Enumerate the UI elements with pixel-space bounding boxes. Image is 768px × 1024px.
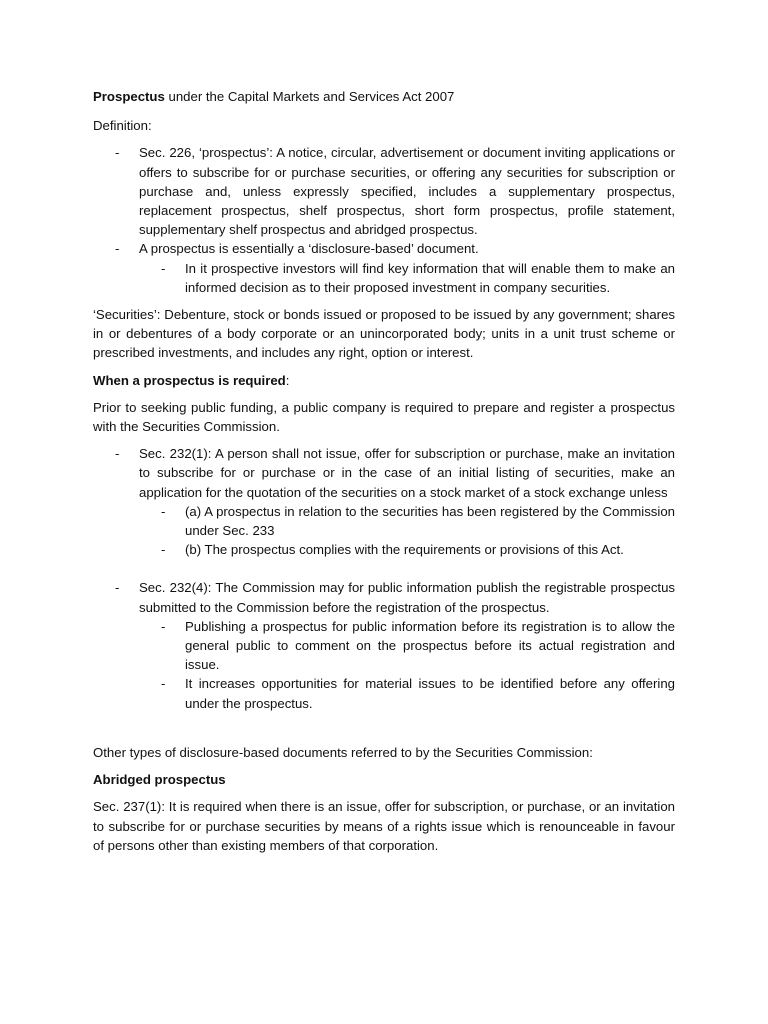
requirement-item-text: Sec. 232(1): A person shall not issue, offer for subscription or purchase, make an invitation to subscribe for or purchase or in the case of an initial listing of securities, make an application for the quotation of the securities on a stock market of a stock exchange unless	[139, 446, 675, 500]
sub-list	[139, 617, 675, 713]
sub-list	[139, 502, 675, 560]
definition-item-text: A prospectus is essentially a ‘disclosure-based’ document.	[139, 241, 479, 257]
definition-item-text: Sec. 226, ‘prospectus’: A notice, circular, advertisement or document inviting applications or offers to subscribe for or purchase securities, or offering any securities for subscription or purchase and, unless expressly specified, includes a supplementary prospectus, replacement prospectus, shelf prospectus, short form prospectus, profile statement, supplementary shelf prospectus and abridged prospectus.	[139, 145, 675, 238]
list-item	[93, 444, 675, 559]
sub-item-text: It increases opportunities for material issues to be identified before any offering under the prospectus.	[185, 676, 675, 711]
sub-item-text: Publishing a prospectus for public information before its registration is to allow the general public to comment on the prospectus before its actual registration and issue.	[185, 618, 675, 673]
sub-item-text: (a) A prospectus in relation to the securities has been registered by the Commission under Sec. 233	[185, 503, 675, 539]
sub-list-item	[139, 502, 675, 540]
section-heading-bold: When a prospectus is required	[93, 372, 286, 388]
bullet-dash: -	[115, 580, 120, 596]
bullet-dash: -	[161, 260, 166, 276]
document-title	[93, 87, 675, 106]
bullet-dash: -	[115, 241, 120, 257]
list-item	[93, 578, 675, 712]
requirement-list	[93, 444, 675, 713]
list-spacer	[93, 559, 675, 578]
bullet-dash: -	[161, 542, 166, 558]
title-bold: Prospectus	[93, 89, 165, 104]
sub-list-item	[139, 540, 675, 559]
bullet-dash: -	[115, 145, 120, 161]
abridged-heading: Abridged prospectus	[93, 772, 226, 788]
definition-label: Definition:	[93, 118, 152, 134]
bullet-dash: -	[161, 618, 166, 634]
section-heading-when-required	[93, 371, 675, 390]
section-heading-colon: :	[285, 372, 290, 388]
list-item	[93, 143, 675, 239]
bullet-dash: -	[115, 446, 120, 462]
other-types-paragraph: Other types of disclosure-based documents referred to by the Securities Commission:	[93, 744, 593, 760]
document-body	[93, 87, 675, 855]
sub-list-item	[139, 674, 675, 712]
securities-paragraph: ‘Securities’: Debenture, stock or bonds issued or proposed to be issued by any government; shares in or debentures of a body corporate or an unincorporated body; units in a unit trust scheme or prescribed investments, and includes any right, option or interest.	[93, 307, 675, 361]
abridged-paragraph: Sec. 237(1): It is required when there is an issue, offer for subscription, or purchase, or an invitation to subscribe for or purchase securities by means of a rights issue which is renounceable in favour of persons other than existing members of that corporation.	[93, 799, 675, 853]
sub-list-item	[139, 617, 675, 675]
sub-list	[139, 259, 675, 297]
sub-item-text: (b) The prospectus complies with the requirements or provisions of this Act.	[185, 542, 624, 558]
list-item	[93, 239, 675, 297]
sub-item-text: In it prospective investors will find key information that will enable them to make an informed decision as to their proposed investment in company securities.	[185, 260, 675, 295]
bullet-dash: -	[161, 676, 166, 692]
requirement-item-text: Sec. 232(4): The Commission may for public information publish the registrable prospectus submitted to the Commission before the registration of the prospectus.	[139, 580, 675, 615]
bullet-dash: -	[161, 503, 166, 519]
definition-list	[93, 143, 675, 297]
when-required-intro: Prior to seeking public funding, a public company is required to prepare and register a prospectus with the Securities Commission.	[93, 399, 675, 435]
sub-list-item	[139, 259, 675, 297]
title-rest: under the Capital Markets and Services Act 2007	[164, 89, 455, 104]
